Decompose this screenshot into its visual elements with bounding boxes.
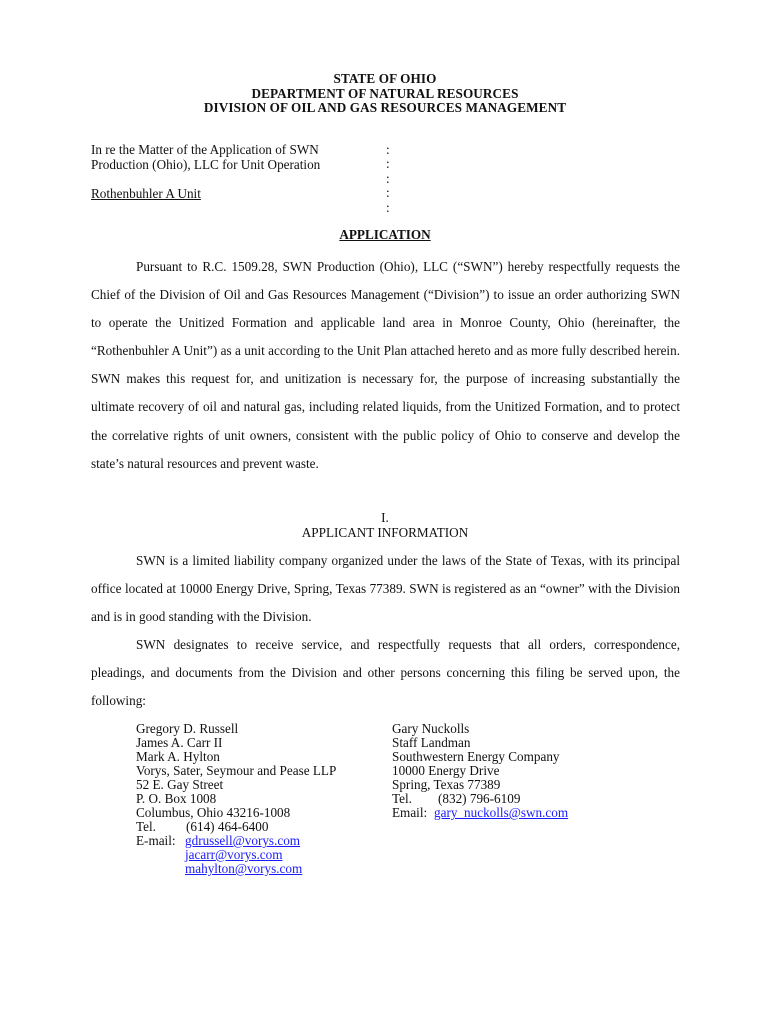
paragraph-purpose	[91, 253, 680, 478]
contact-email	[392, 806, 568, 820]
tel-label: Tel.	[392, 791, 412, 806]
contact-line: Gregory D. Russell	[136, 721, 239, 736]
paragraph-service	[91, 631, 680, 715]
caption-line-1: In re the Matter of the Application of SWN	[91, 142, 319, 157]
paragraph-text: Pursuant to R.C. 1509.28, SWN Production (Ohio), LLC (“SWN”) hereby respectfully requests the Chief of the Division of Oil and Gas Resources Management (“Division”) to issue an order authorizing SWN to operate the Unitized Formation and applicable land area in Monroe County, Ohio (hereinafter, the “Rothenbuhler A Unit”) as a unit according to the Unit Plan attached hereto and as more fully described herein. SWN makes this request for, and unitization is necessary for, the purpose of increasing substantially the ultimate recovery of oil and natural gas, including related liquids, from the Unitized Formation, and to protect the correlative rights of unit owners, consistent with the public policy of Ohio to conserve and develop the state’s natural resources and prevent waste.	[91, 259, 680, 471]
caption-line-2: Production (Ohio), LLC for Unit Operation	[91, 156, 321, 172]
contact-line: Vorys, Sater, Seymour and Pease LLP	[136, 763, 337, 778]
contact-line: P. O. Box 1008	[136, 791, 217, 806]
paragraph-text: SWN designates to receive service, and respectfully requests that all orders, correspondence, pleadings, and documents from the Division and other persons concerning this filing be served upon, the following:	[91, 637, 680, 709]
contact-line: Gary Nuckolls	[392, 721, 470, 736]
section-heading	[0, 511, 770, 540]
email-label: Email:	[392, 805, 428, 820]
contact-line: James A. Carr II	[136, 735, 223, 750]
case-caption	[91, 143, 320, 201]
tel-label: Tel.	[136, 819, 156, 834]
contact-tel	[392, 792, 568, 806]
header-state: STATE OF OHIO	[333, 71, 437, 86]
caption-colon: :	[386, 185, 390, 201]
contact-block-swn	[392, 722, 568, 820]
contact-line: Mark A. Hylton	[136, 749, 220, 764]
contact-line: 10000 Energy Drive	[392, 763, 500, 778]
contact-email	[136, 848, 336, 862]
caption-colon: :	[386, 170, 390, 186]
header-department: DEPARTMENT OF NATURAL RESOURCES	[251, 85, 519, 101]
contact-line: Staff Landman	[392, 735, 471, 750]
contact-line: 52 E. Gay Street	[136, 777, 224, 792]
caption-colon: :	[386, 199, 390, 215]
section-numeral: I.	[381, 510, 389, 525]
email-label: E-mail:	[136, 833, 176, 848]
email-link[interactable]: jacarr@vorys.com	[185, 847, 283, 862]
header-division: DIVISION OF OIL AND GAS RESOURCES MANAGEMENT	[203, 100, 567, 116]
caption-colons	[386, 143, 390, 215]
caption-unit-name: Rothenbuhler A Unit	[91, 185, 201, 201]
tel-number: (832) 796-6109	[438, 791, 521, 806]
contact-email	[136, 834, 336, 848]
application-title: APPLICATION	[339, 227, 431, 242]
contact-email	[136, 862, 336, 876]
caption-colon: :	[386, 142, 390, 157]
contact-tel	[136, 820, 336, 834]
paragraph-applicant	[91, 547, 680, 631]
caption-colon: :	[386, 156, 390, 172]
email-link[interactable]: mahylton@vorys.com	[185, 861, 303, 876]
document-header	[0, 72, 770, 116]
contact-line: Southwestern Energy Company	[392, 749, 560, 764]
contact-line: Columbus, Ohio 43216-1008	[136, 805, 291, 820]
email-link[interactable]: gary_nuckolls@swn.com	[434, 805, 569, 820]
paragraph-text: SWN is a limited liability company organized under the laws of the State of Texas, with its principal office located at 10000 Energy Drive, Spring, Texas 77389. SWN is registered as an “owner” with the Division and is in good standing with the Division.	[91, 553, 680, 625]
contact-line: Spring, Texas 77389	[392, 777, 501, 792]
email-link[interactable]: gdrussell@vorys.com	[185, 833, 301, 848]
section-title: APPLICANT INFORMATION	[301, 524, 469, 540]
tel-number: (614) 464-6400	[186, 819, 269, 834]
contact-block-vorys	[136, 722, 336, 876]
